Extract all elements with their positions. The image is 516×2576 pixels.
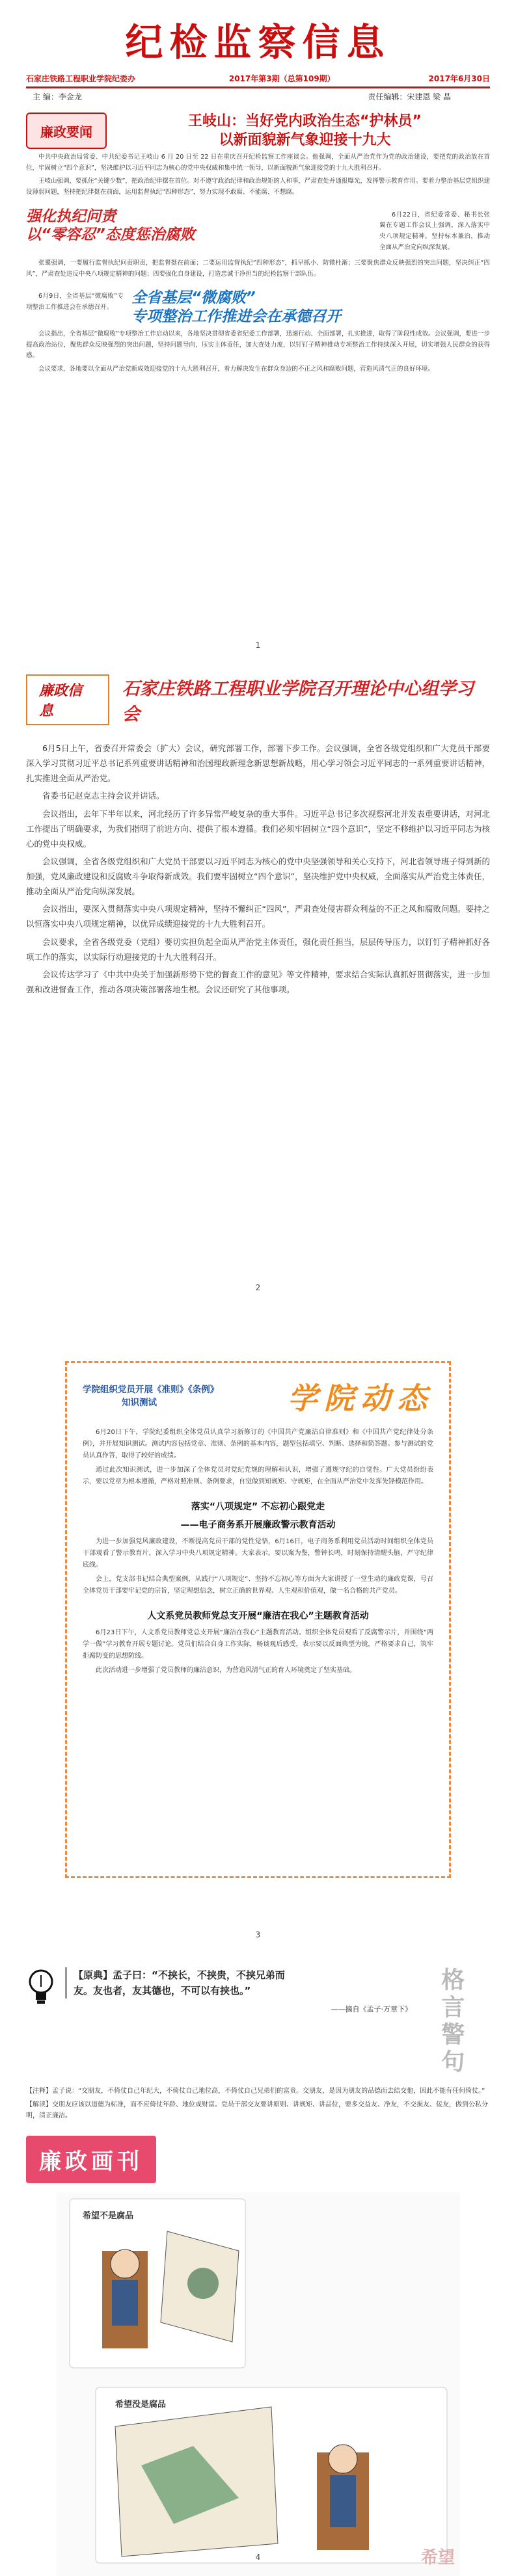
article-block (26, 207, 490, 256)
campus-paragraph: 6月20日下午，学院纪委组织全体党员认真学习新修订的《中国共产党廉洁自律准则》和《中国共产党纪律处分条例》，并开展知识测试。测试内容包括党章、准则、条例的基本内容，题型包括填空、判断、选择和简答题。参与测试的党员认真作答，取得了较好的成绩。 (83, 1429, 433, 1459)
frame-header (83, 1375, 433, 1418)
page-number: 1 (255, 641, 261, 650)
campus-subtitle: 人文系党员教师党总支开展“廉洁在我心”主题教育活动 (147, 1611, 369, 1621)
page-number: 3 (255, 1930, 261, 1939)
maxim-label-text: 格言警句 (437, 1967, 465, 2077)
article-title: 专项整治工作推进会在承德召开 (131, 308, 341, 326)
campus-subtitle: 落实“八项规定” 不忘初心跟党走 (191, 1502, 325, 1512)
cartoon-panel-bottom (96, 2387, 447, 2563)
issue-number: 2017年第3期（总第109期） (228, 74, 335, 83)
section-label-news: 廉政要闻 (26, 113, 107, 149)
issuing-unit: 石家庄铁路工程职业学院纪委办 (26, 74, 136, 83)
cartoon-banner: 廉政画刊 (26, 2136, 156, 2183)
maxim-source: ——摘自《孟子·万章下》 (331, 2005, 412, 2013)
news-paragraph: 中共中央政治局常委、中共纪委书记王岐山 6 月 20 日至 22 日在重庆召开纪检监察工作座谈会。他强调，全面从严治党作为党的政治建设，要把党的政治放在首位，牢固树立“四个意识”，坚决维护以习近平同志为核心的党中央权威和集中统一领导，以新面貌新气象迎接党的十九大胜利召开。 (26, 153, 490, 172)
page2-heading-row (26, 674, 490, 725)
cartoon-illustration (57, 2192, 460, 2576)
headline-sub: 以新面貌新气象迎接十九大 (219, 131, 391, 148)
issue-meta (26, 73, 490, 84)
campus-paragraph: 为进一步加强党风廉政建设，不断提高党员干部的党性觉悟，6月16日，电子商务系利用党员活动时间组织全体党员干部观看了警示教育片，深入学习中央八项规定精神。大家表示，要以案为鉴，警钟长鸣，时刻保持清醒头脑，严守纪律底线。 (83, 1538, 433, 1569)
cartoon-panel-top (70, 2199, 245, 2368)
page-2 (0, 654, 516, 1301)
page2-heading: 石家庄铁路工程职业学院召开理论中心组学习会 (122, 679, 474, 724)
campus-paragraph: 会上，党支部书记结合典型案例，从践行“八项规定”、坚持不忘初心等方面为大家讲授了一堂生动的廉政党课，号召全体党员干部要牢记党的宗旨，坚定理想信念，树立正确的世界观、人生观和价值观，做一名合格的共产党员。 (83, 1576, 433, 1595)
article-title: 全省基层“微腐败” (131, 289, 256, 307)
issue-date: 2017年6月30日 (428, 74, 490, 83)
maxim-quote-line: 友。友也者，友其德也，不可以有挟也。” (74, 1985, 251, 1997)
maxim-explanation: 【注释】孟子说：“交朋友，不倚仗自己年纪大，不倚仗自己地位高，不倚仗自己兄弟们的富贵。交朋友，是因为朋友的品德而去结交他，因此不能有任何倚仗。” (26, 2088, 485, 2095)
page-1 (0, 0, 516, 654)
page2-body (26, 741, 490, 997)
header-divider (26, 86, 490, 88)
page-number: 4 (255, 2553, 261, 2562)
article-title: 以“零容忍”态度惩治腐败 (26, 226, 195, 244)
news-paragraph: 张翼强调，一要履行监督执纪问责职责，把监督挺在前面；二要运用监督执纪“四种形态”，抓早抓小、防微杜渐；三要聚焦群众反映强烈的突出问题，坚决纠正“四风”，严肃查处违反中央八项规定精神的问题；四要强化自身建设，打造忠诚干净担当的纪检监察干部队伍。 (26, 259, 490, 278)
section-label-info: 廉政信息 (26, 674, 109, 725)
body-paragraph: 会议传达学习了《中共中央关于加强新形势下党的督查工作的意见》等文件精神，要求结合实际认真抓好贯彻落实，进一步加强和改进督查工作，推动各项决策部署落地生根。会议还研究了其他事项。 (26, 969, 490, 994)
chief-editor: 主 编：李金龙 (33, 92, 82, 101)
campus-paragraph: 6月23日下午，人文系党员教师党总支开展“廉洁在我心”主题教育活动。组织全体党员观看了反腐警示片，并围绕“两学一做”学习教育开展专题讨论。党员们结合自身工作实际，畅谈观后感受，表示要以反面典型为镜，严格要求自己，筑牢拒腐防变的思想防线。 (83, 1629, 433, 1660)
campus-paragraph: 此次活动进一步增强了党员教师的廉洁意识，为营造风清气正的育人环境奠定了坚实基础。 (96, 1667, 356, 1674)
lightbulb-icon (26, 1967, 56, 2006)
editor-row (26, 91, 490, 102)
news-block (26, 113, 490, 150)
responsible-editor: 责任编辑：宋建恩 梁 晶 (368, 92, 451, 101)
news-paragraph: 会议要求，各地要以全面从严治党新成效迎接党的十九大胜利召开，着力解决发生在群众身边的不正之风和腐败问题，营造风清气正的良好环境。 (38, 365, 435, 373)
body-paragraph: 会议强调，全省各级党组织和广大党员干部要以习近平同志为核心的党中央坚强领导和关心支持下，河北省领导班子得到新的加强，党风廉政建设和反腐败斗争取得新成效。我们要牢固树立“四个意识”，坚决维护党中央权威，全面落实从严治党主体责任，推动全面从严治党向纵深发展。 (26, 856, 490, 897)
cartoon-caption: 希望没是腐品 (115, 2400, 166, 2410)
article-sidebar: 6月9日，全省基层“微腐败”专项整治工作推进会在承德召开。 (26, 293, 124, 312)
maxim-interpretation: 【解读】交朋友应该以道德为标准，而不应倚仗年龄、地位或财富。党员干部交友要讲原则、讲规矩、讲品位，要多交益友、净友，不交损友、佞友，做到公私分明，清正廉洁。 (26, 2101, 488, 2119)
campus-subtitle: ——电子商务系开展廉政警示教育活动 (180, 1520, 336, 1530)
body-paragraph: 会议指出，去年下半年以来，河北经历了许多异常严峻复杂的重大事件。习近平总书记多次视察河北并发表重要讲话，对河北工作提出了明确要求，为我们指明了前进方向、提供了根本遵循。我们必须牢固树立“四个意识”，坚定不移维护以习近平同志为核心的党中央权威。 (26, 808, 490, 849)
news-paragraph: 王岐山强调，要抓住“关键少数”，把政治纪律摆在首位。对不遵守政治纪律和政治规矩的人和事，严肃查处并通报曝光，发挥警示教育作用。要着力整治基层党组织建设薄弱问题，坚持把纪律挺在前面，运用监督执纪“四种形态”，努力实现不敢腐、不能腐、不想腐。 (26, 178, 490, 196)
body-paragraph: 会议指出，要深入贯彻落实中央八项规定精神，坚持不懈纠正“四风”，严肃查处侵害群众利益的不正之风和腐败问题。要持之以恒落实中央八项规定精神，以优异成绩迎接党的十九大胜利召开。 (26, 904, 490, 929)
cartoon-corner-label: 希望 (420, 2548, 455, 2568)
cartoon-caption: 希望不是腐品 (82, 2211, 133, 2221)
article-block (26, 289, 490, 326)
body-paragraph: 6月5日上午，省委召开常委会（扩大）会议，研究部署工作，部署下步工作。会议强调，全省各级党组织和广大党员干部要深入学习贯彻习近平总书记系列重要讲话精神和治国理政新理念新思想新战略，用心学习领会习近平同志的一系列重要讲话精神，扎实推进全面从严治党。 (26, 743, 490, 784)
maxim-quote (65, 1967, 412, 1998)
campus-news-frame (65, 1361, 451, 1878)
page-4 (0, 1948, 516, 2568)
page-3 (0, 1301, 516, 1948)
article-title: 强化执纪问责 (26, 207, 116, 225)
masthead-title: 纪检监察信息 (125, 20, 391, 64)
frame-top-title: 学院组织党员开展《准则》《条例》 (83, 1384, 219, 1395)
body-paragraph: 省委书记赵克志主持会议并讲话。 (42, 791, 165, 801)
article-sidebar: 6月22日，省纪委常委、秘书长张翼在专题工作会议上强调，深入落实中央八项规定精神，坚持标本兼治，推动全面从严治党向纵深发展。 (379, 211, 490, 251)
frame-top-title: 知识测试 (122, 1398, 157, 1408)
headline-main: 王岐山：当好党内政治生态“护林员” (188, 113, 422, 129)
campus-news-label: 学院动态 (288, 1381, 433, 1416)
body-paragraph: 会议要求，全省各级党委（党组）要切实担负起全面从严治党主体责任，强化责任担当，层层传导压力，以钉钉子精神抓好各项工作的落实，以实际行动迎接党的十九大胜利召开。 (26, 936, 490, 962)
news-paragraph: 会议指出，全省基层“微腐败”专项整治工作启动以来，各地坚决贯彻省委省纪委工作部署，迅速行动、全面部署，扎实推进，取得了阶段性成效。会议强调，要进一步提高政治站位，聚焦群众反映强烈的突出问题，坚持问题导向，压实主体责任，加大查处力度，以钉钉子精神推动专项整治工作持续深入开展，切实增强人民群众的获得感。 (26, 330, 490, 360)
maxim-quote-line: 【原典】孟子曰：“不挟长，不挟贵，不挟兄弟而 (74, 1969, 285, 1981)
maxim-block (26, 1967, 490, 2077)
page-number: 2 (255, 1283, 261, 1292)
maxim-label (412, 1967, 490, 2077)
campus-paragraph: 通过此次知识测试，进一步加深了全体党员对党纪党规的理解和认识，增强了遵规守纪的自觉性。广大党员纷纷表示，要以党章为根本遵循，严格对照准则、条例要求，自觉做到知规矩、守规矩，在全面从严治党中发挥先锋模范作用。 (83, 1467, 433, 1485)
